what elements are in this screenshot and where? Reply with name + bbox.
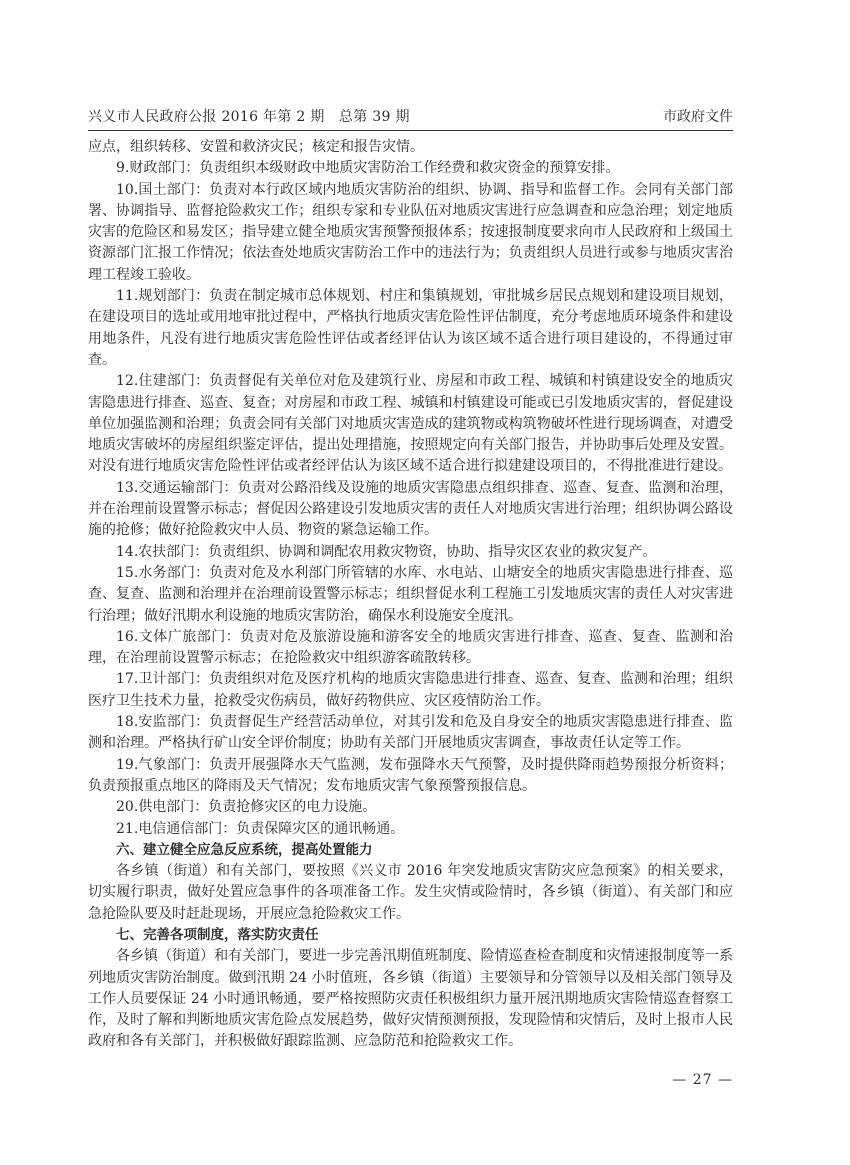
paragraph-item-10: 10.国土部门：负责对本行政区域内地质灾害防治的组织、协调、指导和监督工作。会同有关部门部署、协调指导、监督抢险救灾工作；组织专家和专业队伍对地质灾害进行应急调查和应急治理；划定地质灾害的危险区和易发区；指导建立健全地质灾害预警预报体系；按速报制度要求向市人民政府和上级国土资源部门汇报工作情况；依法查处地质灾害防治工作中的违法行为；负责组织人员进行或参与地质灾害治理工程竣工验收。	[88, 181, 733, 283]
section-heading-7: 七、完善各项制度，落实防灾责任	[116, 926, 319, 943]
paragraph-item-18: 18.安监部门：负责督促生产经营活动单位，对其引发和危及自身安全的地质灾害隐患进行排查、监测和治理。严格执行矿山安全评价制度；协助有关部门开展地质灾害调查，事故责任认定等工作。	[88, 714, 733, 752]
page-number: — 27 —	[672, 1072, 733, 1088]
paragraph-section-7: 各乡镇（街道）和有关部门，要进一步完善汛期值班制度、险情巡查检查制度和灾情速报制度等一系列地质灾害防治制度。做到汛期 24 小时值班，各乡镇（街道）主要领导和分管领导以及相关部门领导及工作人员要保证 24 小时通讯畅通，要严格按照防灾责任积极组织力量开展汛期地质灾害险情巡查督察工作，及时了解和判断地质灾害危险点发展趋势，做好灾情预测预报，发现险情和灾情后，及时上报市人民政府和各有关部门，并积极做好跟踪监测、应急防范和抢险救灾工作。	[88, 948, 733, 1050]
page-header	[88, 104, 733, 131]
section-heading-6: 六、建立健全应急反应系统，提高处置能力	[116, 841, 373, 858]
paragraph-item-12: 12.住建部门：负责督促有关单位对危及建筑行业、房屋和市政工程、城镇和村镇建设安全的地质灾害隐患进行排查、巡查、复查；对房屋和市政工程、城镇和村镇建设可能或已引发地质灾害的，督促建设单位加强监测和治理；负责会同有关部门对地质灾害造成的建筑物或构筑物破坏性进行现场调查，对遭受地质灾害破坏的房屋组织鉴定评估，提出处理措施，按照规定向有关部门报告，并协助事后处理及安置。对没有进行地质灾害危险性评估或者经评估认为该区域不适合进行拟建建设项目的，不得批准进行建设。	[88, 373, 733, 475]
paragraph-section-6: 各乡镇（街道）和有关部门，要按照《兴义市 2016 年突发地质灾害防灾应急预案》的相关要求，切实履行职责，做好处置应急事件的各项准备工作。发生灾情或险情时，各乡镇（街道）、有关部门和应急抢险队要及时赶赴现场，开展应急抢险救灾工作。	[88, 863, 733, 922]
paragraph-item-15: 15.水务部门：负责对危及水利部门所管辖的水库、水电站、山塘安全的地质灾害隐患进行排查、巡查、复查、监测和治理并在治理前设置警示标志；组织督促水利工程施工引发地质灾害的责任人对灾害进行治理；做好汛期水利设施的地质灾害防治，确保水利设施安全度汛。	[88, 564, 733, 624]
paragraph-item-19: 19.气象部门：负责开展强降水天气监测，发布强降水天气预警，及时提供降雨趋势预报分析资料；负责预报重点地区的降雨及天气情况；发布地质灾害气象预警预报信息。	[88, 756, 733, 794]
paragraph-item-17: 17.卫计部门：负责组织对危及医疗机构的地质灾害隐患进行排查、巡查、复查、监测和治理；组织医疗卫生技术力量，抢救受灾伤病员，做好药物供应、灾区疫情防治工作。	[88, 671, 733, 709]
header-section-title: 市政府文件	[663, 109, 733, 125]
paragraph-item-11: 11.规划部门：负责在制定城市总体规划、村庄和集镇规划，审批城乡居民点规划和建设项目规划，在建设项目的选址或用地审批过程中，严格执行地质灾害危险性评估制度，充分考虑地质环境条件和建设用地条件，凡没有进行地质灾害危险性评估或者经评估认为该区域不适合进行项目建设的，不得通过审查。	[88, 288, 733, 368]
header-publication-title: 兴义市人民政府公报 2016 年第 2 期 总第 39 期	[88, 109, 410, 125]
paragraph-item-20: 20.供电部门：负责抢修灾区的电力设施。	[116, 799, 377, 816]
paragraph-item-21: 21.电信通信部门：负责保障灾区的通讯畅通。	[116, 820, 405, 837]
paragraph-item-13: 13.交通运输部门：负责对公路沿线及设施的地质灾害隐患点组织排查、巡查、复查、监测和治理，并在治理前设置警示标志；督促因公路建设引发地质灾害的责任人对地质灾害进行治理；组织协调公路设施的抢修；做好抢险救灾中人员、物资的紧急运输工作。	[88, 479, 733, 539]
paragraph-item-9: 9.财政部门：负责组织本级财政中地质灾害防治工作经费和救灾资金的预算安排。	[116, 160, 620, 177]
paragraph-item-16: 16.文体广旅部门：负责对危及旅游设施和游客安全的地质灾害进行排查、巡查、复查、监测和治理，在治理前设置警示标志；在抢险救灾中组织游客疏散转移。	[88, 628, 733, 667]
document-body	[88, 137, 733, 1053]
paragraph-item-14: 14.农扶部门：负责组织、协调和调配农用救灾物资，协助、指导灾区农业的救灾复产。	[116, 543, 657, 560]
paragraph-continuation: 应点，组织转移、安置和救济灾民；核定和报告灾情。	[88, 139, 424, 155]
